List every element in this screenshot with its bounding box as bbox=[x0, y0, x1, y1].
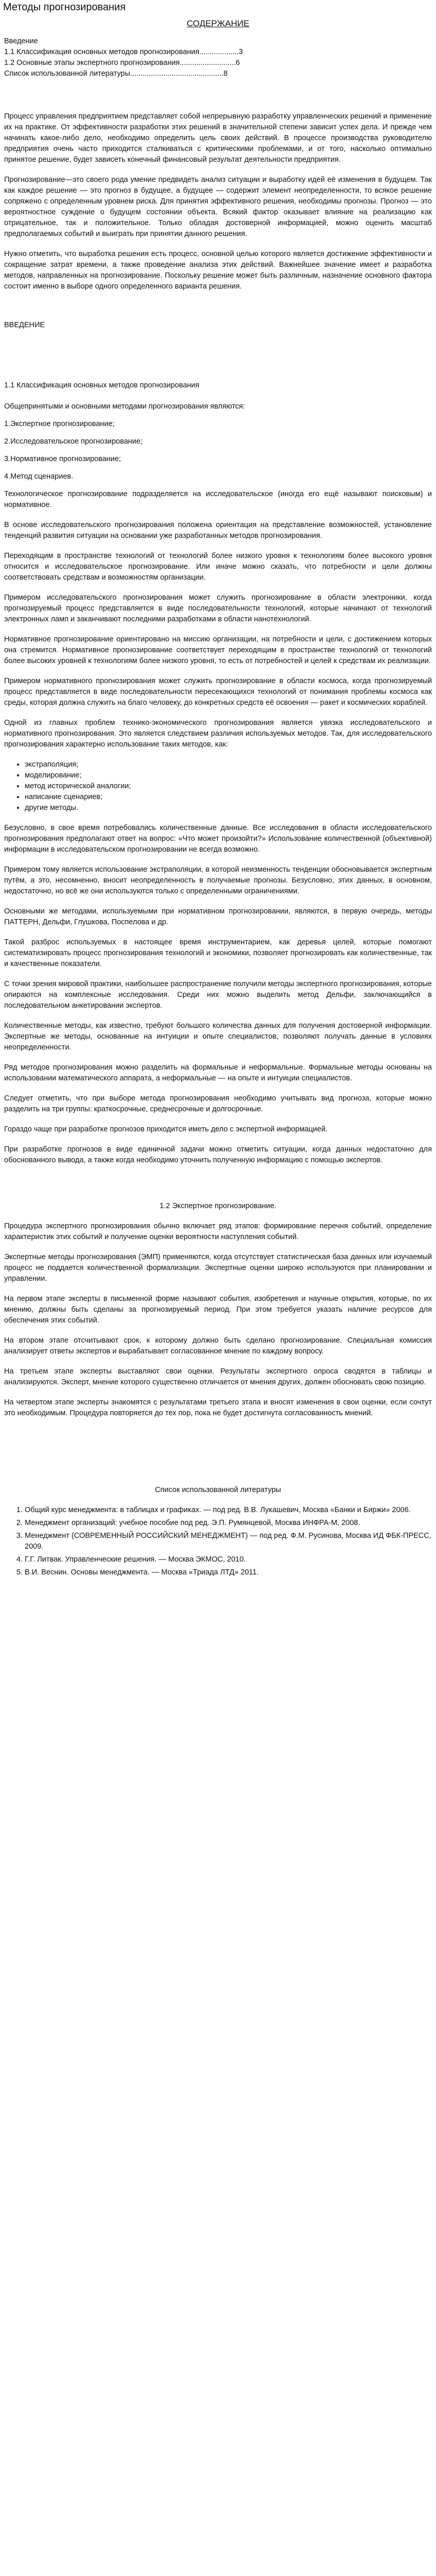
method-line: 2.Исследовательское прогнозирование; bbox=[4, 437, 143, 446]
intro-paragraph: Прогнозирование—это своего рода умение предвидеть анализ ситуации и выработку идей её изменения в будущем. Так как каждое решение — это прогноз в будущее, а будущее — содержит элемент неопределенности, то всякое решение сопряжено с определенным уровнем риска. Для принятия эффективного решения, необходимы прогнозы. Прогноз — это вероятностное суждение о будущем состоянии объекта. Всякий фактор оказывает влияние на реализацию как отрицательное, так и положительное. Только обладая достоверной информацией, можно оценить масштаб предполагаемых событий и выиграть при принятии данного решения. bbox=[4, 176, 432, 238]
reference-item: 5. В.И. Веснин. Основы менеджмента. — Москва «Триада ЛТД» 2011. bbox=[25, 1567, 432, 1578]
bullet-item: • метод исторической аналогии; bbox=[25, 781, 432, 792]
section-2-paragraph: На третьем этапе эксперты выставляют свои оценки. Результаты экспертного опроса сводятся в таблицы и анализируются. Эксперт, мнение которого существенно отличается от мнения других, должен обосновать свою позицию. bbox=[4, 1367, 432, 1386]
method-line: 4.Метод сценариев. bbox=[4, 472, 74, 481]
bullet-item: • другие методы. bbox=[25, 803, 432, 814]
toc-entry[interactable]: Введение bbox=[4, 37, 38, 45]
section-2-paragraph: На первом этапе эксперты в письменной форме называют события, изобретения и научные открытия, которые, по их мнению, должны быть сделаны за прогнозируемый период. При этом требуется указать наличие ресурсов для обеспечения этих событий. bbox=[4, 1295, 432, 1325]
section-1-paragraph: Такой разброс используемых в настоящее время инструментарием, как деревья целей, которые помогают систематизировать процесс прогнозирования технологий и экономики, позволяет прогнозировать как количественные, так и качественные показатели. bbox=[4, 938, 432, 968]
section-1-paragraph: Примером тому является использование экстраполяции, в которой неизменность тенденции обосновывается экспертным путём, а это, несомненно, вносит неопределенность в получаемые прогнозы. Безусловно, этих данных, в основном, недостаточно, но всё же они используются только с определенными ограничениями. bbox=[4, 866, 432, 895]
section-1-paragraph: Нормативное прогнозирование ориентировано на миссию организации, на потребности и цели, с достижением которых она стремится. Нормативное прогнозирование соответствует переходящим в пространстве технологий от технологий более высоких уровней к технологиям более низкого уровня, то есть от потребностей и целей к средствам их реализации. bbox=[4, 635, 432, 665]
section-1-paragraph: Гораздо чаще при разработке прогнозов приходится иметь дело с экспертной информацией. bbox=[4, 1125, 328, 1133]
table-of-contents bbox=[0, 36, 436, 79]
reference-item: 1. Общий курс менеджмента: в таблицах и графиках. — под ред. В.В. Лукашевич, Москва «Банки и Биржи» 2006. bbox=[25, 1505, 432, 1516]
section-2-paragraph: Экспертные методы прогнозирования (ЭМП) применяются, когда отсутствует статистическая база данных или изучаемый процесс не поддается количественной формализации. Экспертные оценки широко используются при планировании и управлении. bbox=[4, 1253, 432, 1283]
intro-paragraph: Процесс управления предприятием представляет собой непрерывную разработку управленческих решений и применение их на практике. От эффективности разработки этих решений в значительной степени зависит успех дела. И прежде чем начинать какое-либо дело, необходимо определить цель своих действий. В процессе производства руководителю предприятия очень часто приходится сталкиваться с критическими проблемами, и от того, насколько оптимально принятое решение, будет зависеть конечный финансовый результат деятельности предприятия. bbox=[4, 112, 432, 164]
section-1-paragraph: Технологическое прогнозирование подразделяется на исследовательское (иногда его ещё называют поисковым) и нормативное. bbox=[4, 490, 432, 509]
section-1-paragraph: Безусловно, в свое время потребовались количественные данные. Все исследования в области исследовательского прогнозирования предполагают ответ на вопрос: «Что может произойти?» Использование количественной (объективной) информации в исследовательском прогнозировании не всегда возможно. bbox=[4, 824, 432, 854]
toc-entry[interactable]: 1.2 Основные этапы экспертного прогнозирования...........................6 bbox=[4, 59, 240, 67]
section-1-paragraph: Следует отметить, что при выборе метода прогнозирования необходимо учитывать вид прогноза, которые можно разделить на три группы: краткосрочные, среднесрочные и долгосрочные. bbox=[4, 1094, 432, 1113]
bullet-item: • моделирование; bbox=[25, 770, 432, 781]
section-1-paragraph: Основными же методами, используемыми при нормативном прогнозировании, являются, в первую очередь, методы ПАТТЕРН, Дельфи, Глушкова, Поспелова и др. bbox=[4, 907, 432, 926]
method-line: Общепринятыми и основными методами прогнозирования являются: bbox=[4, 402, 245, 411]
section-1-paragraph: Примером исследовательского прогнозирования может служить прогнозирование в области электроники, когда прогнозируемый процесс представляется в виде последовательности технологий, которые начинают от технологий электронных ламп и заканчивают последними разработками в области нанотехнологий. bbox=[4, 594, 432, 623]
section-1-paragraph: Ряд методов прогнозирования можно разделить на формальные и неформальные. Формальные методы основаны на использовании математического аппарата, а неформальные — на опыте и интуиции специалистов. bbox=[4, 1063, 432, 1082]
section-1-paragraph: Переходящим в пространстве технологий от технологий более низкого уровня к технологиям более высокого уровня относится и исследовательское прогнозирование. Или иначе можно сказать, что потребности и цели должны соответствовать средствам и возможностям организации. bbox=[4, 552, 432, 582]
section-2-paragraph: На втором этапе отсчитывают срок, к которому должно быть сделано прогнозирование. Специальная комиссия анализирует ответы экспертов и вырабатывает согласованное мнение по каждому вопросу. bbox=[4, 1336, 432, 1355]
section-1-paragraph: Примером нормативного прогнозирования может служить прогнозирование в области космоса, когда прогнозируемый процесс представляется в виде последовательности пересекающихся технологий от понимания проблемы космоса как среды, которая должна служить на благо человеку, до конкретных средств её освоения — ракет и космических кораблей. bbox=[4, 677, 432, 707]
section-1-paragraph: Количественные методы, как известно, требуют большого количества данных для получения достоверной информации. Экспертные же методы, основанные на интуиции и опыте специалистов, позволяют получать данные в условиях неопределенности. bbox=[4, 1022, 432, 1052]
references-heading: Список использованной литературы bbox=[155, 1486, 281, 1494]
section-1-paragraph: Одной из главных проблем технико-экономического прогнозирования является увязка исследовательского и нормативного прогнозирования. Это является следствием различия используемых методов. Так, для исследовательского прогнозирования характерно использование таких методов, как: bbox=[4, 719, 432, 749]
intro-paragraph: Нужно отметить, что выработка решения есть процесс, основной целью которого является достижение эффективности и сокращение затрат времени, а также проведение анализа этих действий. Важнейшее значение имеет и разработка методов, направленных на прогнозирование. Поскольку решение может быть различным, назначение основного фактора состоит именно в выборе одного определенного варианта решения. bbox=[4, 250, 432, 291]
document-body bbox=[0, 111, 436, 1578]
references-list bbox=[4, 1505, 432, 1578]
reference-item: 4. Г.Г. Литвак. Управленческие решения. — Москва ЭКМОС, 2010. bbox=[25, 1554, 432, 1565]
bullet-item: • экстраполяция; bbox=[25, 759, 432, 770]
section-2-heading: 1.2 Экспертное прогнозирование. bbox=[160, 1202, 276, 1210]
section-2-paragraph: Процедура экспертного прогнозирования обычно включает ряд этапов: формирование перечня событий, определение характеристик этих событий и получение оценки вероятности наступления событий. bbox=[4, 1222, 432, 1241]
section-1-paragraph: В основе исследовательского прогнозирования положена ориентация на представление возможностей, установление тенденций развития ситуации на основании уже разработанных методов прогнозирования. bbox=[4, 521, 432, 540]
method-line: 3.Нормативное прогнозирование; bbox=[4, 455, 121, 463]
reference-item: 3. Менеджмент (СОВРЕМЕННЫЙ РОССИЙСКИЙ МЕНЕДЖМЕНТ) — под ред. Ф.М. Русинова, Москва ИД ФБК-ПРЕСС, 2009. bbox=[25, 1531, 432, 1552]
method-line: 1.Экспертное прогнозирование; bbox=[4, 420, 115, 428]
section-1-paragraph: С точки зрения мировой практики, наибольшее распространение получили методы экспертного прогнозирования, которые опираются на комплексные исследования. Среди них можно выделить метод Дельфи, заключающийся в последовательном анкетировании экспертов. bbox=[4, 980, 432, 1010]
methods-bullet-list bbox=[4, 759, 432, 814]
toc-entry[interactable]: 1.1 Классификация основных методов прогнозирования...................3 bbox=[4, 48, 243, 56]
bullet-item: • написание сценариев; bbox=[25, 792, 432, 803]
page-title: Методы прогнозирования bbox=[3, 2, 126, 13]
section-1-heading: 1.1 Классификация основных методов прогнозирования bbox=[4, 381, 200, 389]
section-1-paragraph: При разработке прогнозов в виде единичной задачи можно отметить ситуации, когда данных недостаточно для обоснованного вывода, а также когда необходимо уточнить полученную информацию с помощью экспертов. bbox=[4, 1145, 432, 1164]
reference-item: 2. Менеджмент организаций: учебное пособие под ред. Э.П. Румянцевой, Москва ИНФРА-М, 2008. bbox=[25, 1518, 432, 1529]
toc-entry[interactable]: Список использованной литературы.............................................8 bbox=[4, 70, 228, 78]
toc-heading: СОДЕРЖАНИЕ bbox=[186, 19, 250, 28]
section-2-paragraph: На четвертом этапе эксперты знакомятся с результатами третьего этапа и вносят изменения в свои оценки, если сочтут это необходимым. Процедура повторяется до тех пор, пока не будет достигнута согласованность мнений. bbox=[4, 1398, 432, 1417]
intro-heading: ВВЕДЕНИЕ bbox=[4, 321, 45, 329]
